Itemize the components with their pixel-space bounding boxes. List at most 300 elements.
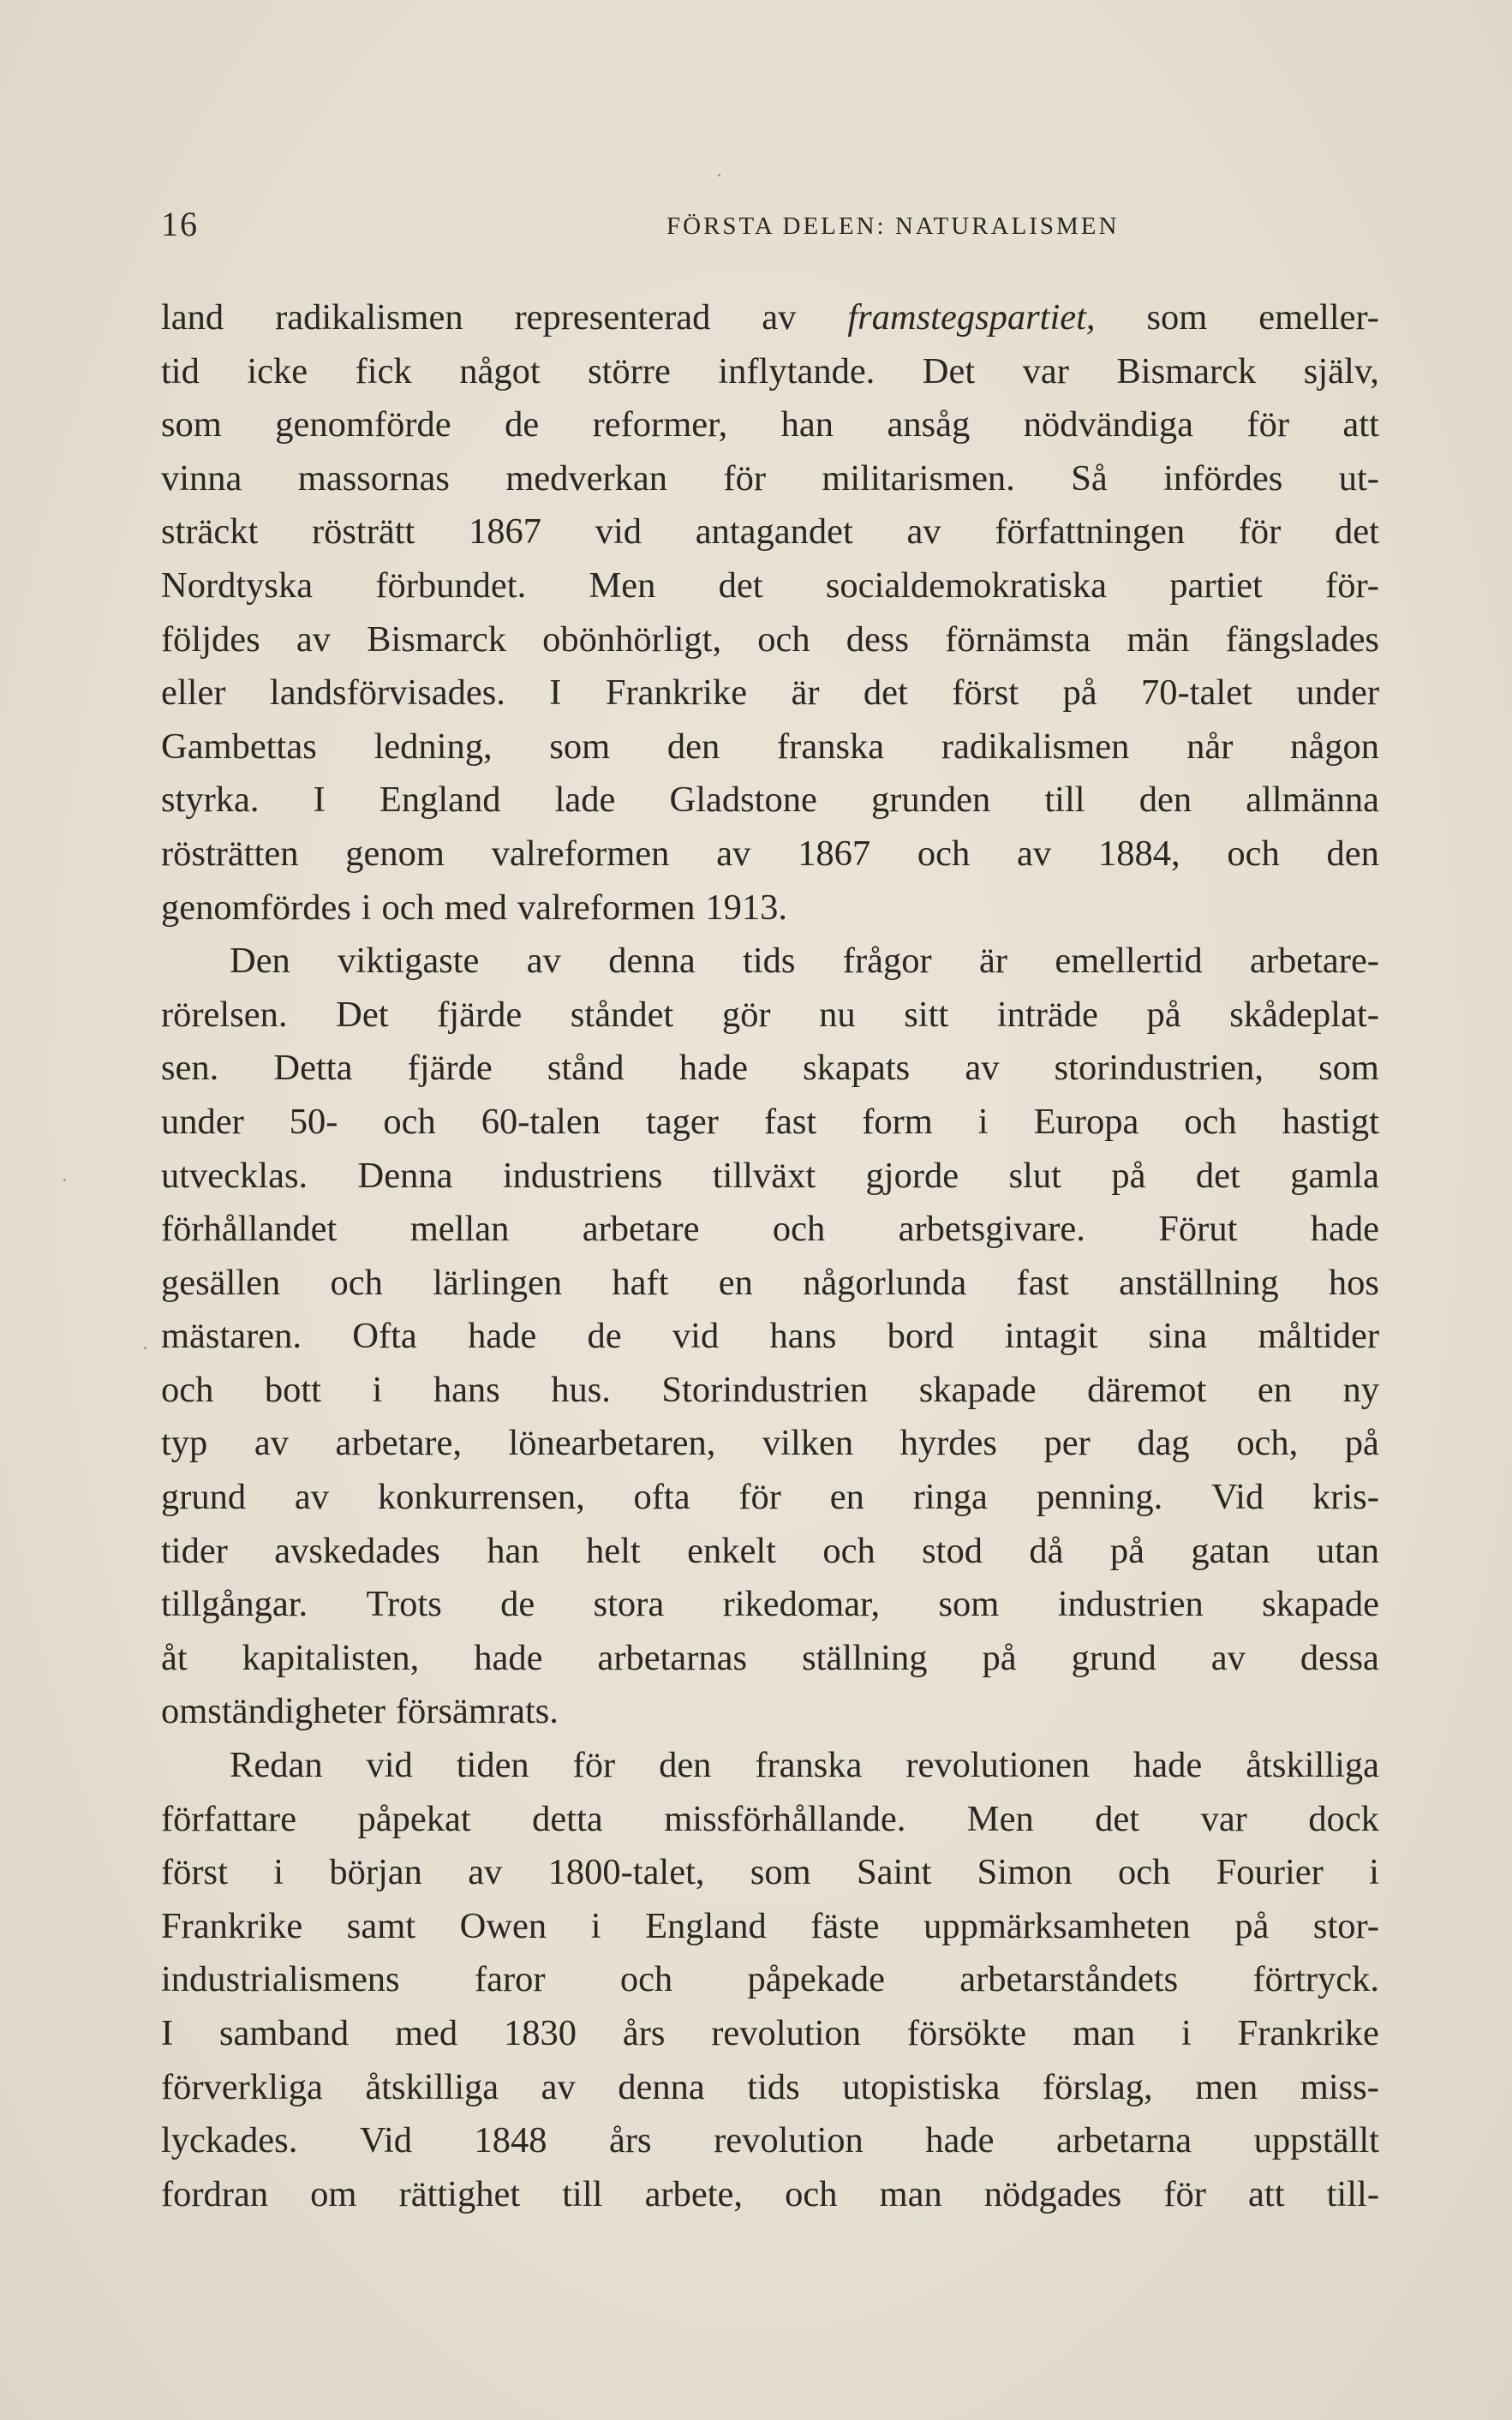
- word: grunden: [870, 780, 991, 821]
- word: intagit: [1004, 1316, 1098, 1357]
- page-number: 16: [161, 205, 199, 243]
- word: denna: [618, 2066, 705, 2107]
- word: anställning: [1119, 1262, 1279, 1303]
- word: åtskilliga: [365, 2066, 499, 2107]
- text-line: [161, 1150, 1379, 1204]
- word: då: [1029, 1530, 1064, 1571]
- text-line: [161, 2061, 1379, 2115]
- word: I: [549, 672, 562, 714]
- word: man: [879, 2173, 942, 2214]
- text-line: [161, 989, 1379, 1043]
- word: arbetarna: [1056, 2120, 1192, 2161]
- word: att: [1248, 2173, 1285, 2214]
- word: landsförvisades.: [269, 672, 505, 714]
- text-line: [161, 1953, 1379, 2007]
- word: arbetare-: [1249, 941, 1379, 982]
- word: av: [296, 618, 331, 660]
- word: i: [590, 1905, 601, 1946]
- word: för-: [1325, 565, 1379, 606]
- text-line: [161, 1096, 1379, 1150]
- word: sitt: [904, 994, 949, 1035]
- word: obönhörligt,: [542, 618, 722, 660]
- word: man: [1072, 2013, 1136, 2053]
- word: lyckades.: [161, 2120, 298, 2161]
- word: är: [978, 941, 1007, 982]
- word: Gambettas: [161, 726, 317, 767]
- word: genomfördes: [161, 887, 351, 928]
- word: mellan: [409, 1209, 510, 1250]
- word: ståndet: [570, 994, 674, 1035]
- word: 60-talen: [481, 1101, 601, 1142]
- word: i: [273, 1852, 284, 1893]
- word: på: [1146, 994, 1181, 1035]
- word: Vid: [359, 2120, 413, 2161]
- word: skådeplat-: [1229, 994, 1379, 1035]
- word: samband: [219, 2013, 350, 2053]
- word: Frankrike: [605, 672, 748, 714]
- word: hade: [925, 2120, 995, 2161]
- word: följdes: [161, 618, 260, 660]
- word: arbetsgivare.: [898, 1209, 1085, 1250]
- word: en: [718, 1262, 753, 1303]
- word: dag: [1137, 1423, 1190, 1464]
- word: av: [526, 941, 561, 982]
- word: under: [1296, 672, 1379, 714]
- word: styrka.: [161, 780, 260, 821]
- word: arbetarnas: [597, 1637, 748, 1678]
- word: utvecklas.: [161, 1155, 308, 1196]
- word: tillväxt: [712, 1155, 816, 1196]
- word: de: [505, 404, 540, 445]
- word: rösträtt: [311, 511, 415, 553]
- text-line: [161, 1203, 1379, 1257]
- word: rikedomar,: [722, 1584, 881, 1625]
- word: och,: [1236, 1423, 1299, 1464]
- word: per: [1043, 1423, 1091, 1464]
- text-line: [161, 666, 1379, 720]
- word: gesällen: [161, 1262, 281, 1303]
- word: och: [1227, 833, 1280, 874]
- word: detta: [532, 1798, 603, 1839]
- word: Europa: [1033, 1101, 1139, 1142]
- word: Detta: [273, 1048, 353, 1089]
- paper-speck: [718, 174, 720, 176]
- word: Förut: [1158, 1209, 1238, 1250]
- running-head: FÖRSTA DELEN: NATURALISMEN: [666, 212, 1120, 240]
- word: tillgångar.: [161, 1584, 308, 1625]
- word: i: [977, 1101, 989, 1142]
- word: uppmärksamheten: [923, 1905, 1191, 1946]
- word: icke: [247, 350, 308, 391]
- word: penning.: [1036, 1477, 1163, 1518]
- word: av: [762, 297, 797, 338]
- word: försökte: [906, 2013, 1027, 2053]
- word: hade: [468, 1316, 537, 1357]
- word: missförhållande.: [664, 1798, 906, 1839]
- word: av: [1210, 1637, 1246, 1678]
- word: han: [487, 1530, 540, 1571]
- word: skapats: [803, 1048, 911, 1089]
- word: gjorde: [865, 1155, 959, 1196]
- word: förhållandet: [161, 1209, 338, 1250]
- word: Den: [230, 941, 290, 982]
- word: radikalismen: [941, 726, 1130, 767]
- word: som: [1146, 297, 1208, 338]
- word: och: [785, 2173, 838, 2214]
- word: Bismarck: [367, 618, 506, 660]
- word: England: [379, 780, 501, 821]
- word: som: [750, 1852, 811, 1893]
- word: Fourier: [1216, 1852, 1324, 1893]
- word: måltider: [1258, 1316, 1379, 1357]
- word: tider: [161, 1530, 228, 1571]
- word: års: [609, 2120, 652, 2161]
- text-line: [161, 935, 1379, 989]
- text-line: [161, 1793, 1379, 1847]
- word: och: [381, 887, 434, 928]
- paper-speck: [144, 1347, 146, 1349]
- word: till-: [1326, 2173, 1379, 2214]
- word: och: [1117, 1852, 1171, 1893]
- word: av: [716, 833, 751, 874]
- text-line: [161, 613, 1379, 667]
- paper-speck: [63, 1179, 66, 1181]
- word: nödgades: [983, 2173, 1122, 2214]
- word: dock: [1308, 1798, 1379, 1839]
- word: det: [1095, 1798, 1140, 1839]
- text-line: [161, 291, 1379, 345]
- word: Redan: [230, 1745, 323, 1786]
- word: utopistiska: [842, 2066, 1001, 2107]
- word: medverkan: [505, 457, 668, 499]
- word: uppställt: [1253, 2120, 1379, 2161]
- word: som: [1318, 1048, 1379, 1089]
- word: inträde: [996, 994, 1098, 1035]
- word: skapade: [1262, 1584, 1379, 1625]
- word: Vid: [1211, 1477, 1264, 1518]
- word: revolution: [714, 2120, 864, 2161]
- text-line: [161, 559, 1379, 613]
- word: Saint: [857, 1852, 932, 1893]
- word: men: [1195, 2066, 1258, 2107]
- word: nödvändiga: [1023, 404, 1193, 445]
- word: slut: [1008, 1155, 1061, 1196]
- word: avskedades: [274, 1530, 440, 1571]
- word: ofta: [633, 1477, 690, 1518]
- word: nu: [819, 994, 856, 1035]
- word: i: [361, 887, 372, 928]
- word: 50-: [289, 1101, 338, 1142]
- text-line: [161, 452, 1379, 506]
- word: emellertid: [1055, 941, 1203, 982]
- word: hans: [769, 1316, 837, 1357]
- word: tager: [645, 1101, 719, 1142]
- word: dessa: [1300, 1637, 1379, 1678]
- word: Simon: [977, 1852, 1073, 1893]
- word: någon: [1290, 726, 1379, 767]
- word: det: [1195, 1155, 1240, 1196]
- word: förbundet.: [375, 565, 527, 606]
- word: sträckt: [161, 511, 259, 553]
- word: socialdemokratiska: [825, 565, 1107, 606]
- word: franska: [755, 1745, 863, 1786]
- word: militarismen.: [822, 457, 1015, 499]
- word: författare: [161, 1798, 297, 1839]
- word: I: [161, 2013, 174, 2053]
- word: revolution: [711, 2013, 861, 2053]
- text-line: [161, 2007, 1379, 2061]
- word: av: [294, 1477, 330, 1518]
- text-line: [161, 1257, 1379, 1311]
- word: Denna: [357, 1155, 453, 1196]
- word: av: [906, 511, 941, 553]
- text-line: [161, 2114, 1379, 2168]
- word: genom: [345, 833, 445, 874]
- word: Storindustrien: [661, 1369, 869, 1410]
- word: tiden: [456, 1745, 529, 1786]
- word: eller: [161, 672, 226, 714]
- text-line: [161, 1846, 1379, 1900]
- word: 1867: [469, 511, 542, 553]
- word: konkurrensen,: [377, 1477, 585, 1518]
- word: emeller-: [1258, 297, 1379, 338]
- word: i: [1369, 1852, 1379, 1893]
- text-line: [161, 881, 1379, 935]
- word: arbetare,: [335, 1423, 462, 1464]
- word: i: [1181, 2013, 1192, 2053]
- word: den: [666, 726, 720, 767]
- word: kris-: [1312, 1477, 1379, 1518]
- word: ringa: [912, 1477, 988, 1518]
- word: frågor: [842, 941, 932, 982]
- word: förverkliga: [161, 2066, 323, 2107]
- word: I: [313, 780, 326, 821]
- word: genomförde: [275, 404, 451, 445]
- word: för: [1163, 2173, 1206, 2214]
- word: och: [619, 1959, 673, 2000]
- word: hos: [1328, 1262, 1379, 1303]
- word: rösträtten: [161, 833, 299, 874]
- word: hade: [1133, 1745, 1203, 1786]
- word: med: [444, 887, 507, 928]
- word: stor-: [1312, 1905, 1379, 1946]
- word: åtskilliga: [1246, 1745, 1379, 1786]
- word: enkelt: [687, 1530, 776, 1571]
- word: England: [645, 1905, 767, 1946]
- word: Så: [1071, 457, 1108, 499]
- word: påpekat: [357, 1798, 471, 1839]
- word: var: [1200, 1798, 1247, 1839]
- word: är: [791, 672, 820, 714]
- text-line: [161, 1042, 1379, 1096]
- word: och: [330, 1262, 383, 1303]
- word: vid: [595, 511, 642, 553]
- word: tids: [743, 941, 796, 982]
- text-line: [161, 1685, 1379, 1739]
- word: stod: [922, 1530, 983, 1571]
- word: fängslades: [1225, 618, 1379, 660]
- word: Gladstone: [669, 780, 817, 821]
- word: hade: [678, 1048, 748, 1089]
- word: fast: [763, 1101, 817, 1142]
- text-line: [161, 398, 1379, 452]
- word: form: [862, 1101, 933, 1142]
- word: hastigt: [1282, 1101, 1379, 1142]
- word: av: [965, 1048, 1000, 1089]
- word: försämrats.: [395, 1691, 559, 1732]
- word: och: [383, 1101, 436, 1142]
- word: sen.: [161, 1048, 219, 1089]
- text-line: [161, 1578, 1379, 1632]
- word: på: [982, 1637, 1017, 1678]
- word: ny: [1342, 1369, 1379, 1410]
- word: med: [394, 2013, 458, 2053]
- word: det: [863, 672, 908, 714]
- word: kapitalisten,: [242, 1637, 420, 1678]
- text-line: [161, 828, 1379, 881]
- word: hyrdes: [899, 1423, 997, 1464]
- word: som: [938, 1584, 1000, 1625]
- word: års: [622, 2013, 666, 2053]
- word: Men: [966, 1798, 1034, 1839]
- word: reformer,: [592, 404, 728, 445]
- word: mästaren.: [161, 1316, 302, 1357]
- word: som: [161, 404, 222, 445]
- word: grund: [161, 1477, 247, 1518]
- word: av: [541, 2066, 576, 2107]
- word: förtryck.: [1252, 1959, 1379, 2000]
- word: för: [723, 457, 766, 499]
- text-line: [161, 1900, 1379, 1954]
- word: något: [459, 350, 541, 391]
- word: de: [500, 1584, 535, 1625]
- word: av: [254, 1423, 289, 1464]
- word: inflytande.: [718, 350, 876, 391]
- word: av: [468, 1852, 503, 1893]
- word: helt: [585, 1530, 641, 1571]
- word: hus.: [551, 1369, 611, 1410]
- word: hans: [433, 1369, 500, 1410]
- word: 70-talet: [1141, 672, 1252, 714]
- word: påpekade: [747, 1959, 885, 2000]
- word: att: [1342, 404, 1379, 445]
- word: vid: [672, 1316, 720, 1357]
- word: gör: [721, 994, 771, 1035]
- word: ansåg: [887, 404, 971, 445]
- word: 1884,: [1097, 833, 1180, 874]
- word: industrialismens: [161, 1959, 400, 2000]
- word: män: [1127, 618, 1190, 660]
- text-line: [161, 345, 1379, 399]
- word: för: [738, 1477, 781, 1518]
- word: franska: [777, 726, 885, 767]
- word: förslag,: [1042, 2066, 1153, 2107]
- word: och: [1184, 1101, 1237, 1142]
- word: det: [718, 565, 763, 606]
- word: Frankrike: [1237, 2013, 1379, 2053]
- word: fordran: [161, 2173, 269, 2214]
- word: den: [1138, 780, 1192, 821]
- word: var: [1022, 350, 1069, 391]
- word: på: [1111, 1155, 1146, 1196]
- word: och: [772, 1209, 826, 1250]
- body-text: [161, 291, 1379, 2221]
- word: förnämsta: [945, 618, 1091, 660]
- word: rörelsen.: [161, 994, 288, 1035]
- word: 1913.: [705, 887, 787, 928]
- word: fäste: [810, 1905, 880, 1946]
- word: utan: [1316, 1530, 1379, 1571]
- word: representerad: [514, 297, 711, 338]
- word: och: [822, 1530, 876, 1571]
- word: ledning,: [374, 726, 493, 767]
- word: industrien: [1057, 1584, 1204, 1625]
- word: på: [1234, 1905, 1270, 1946]
- word: framstegspartiet,: [847, 297, 1096, 338]
- word: först: [161, 1852, 228, 1893]
- word: författningen: [995, 511, 1186, 553]
- word: vid: [366, 1745, 413, 1786]
- word: hade: [474, 1637, 543, 1678]
- word: på: [1344, 1423, 1379, 1464]
- word: vinna: [161, 457, 242, 499]
- word: någorlunda: [803, 1262, 967, 1303]
- text-line: [161, 1632, 1379, 1686]
- word: under: [161, 1101, 244, 1142]
- word: ut-: [1338, 457, 1379, 499]
- text-line: [161, 2168, 1379, 2222]
- word: 1830: [503, 2013, 577, 2053]
- word: haft: [612, 1262, 669, 1303]
- word: sina: [1148, 1316, 1208, 1357]
- word: 1867: [798, 833, 871, 874]
- word: den: [659, 1745, 712, 1786]
- word: Trots: [366, 1584, 442, 1625]
- text-line: [161, 1739, 1379, 1793]
- word: däremot: [1087, 1369, 1207, 1410]
- word: fjärde: [437, 994, 523, 1035]
- word: för: [1246, 404, 1289, 445]
- word: på: [1062, 672, 1097, 714]
- text-line: [161, 1525, 1379, 1579]
- word: samt: [346, 1905, 416, 1946]
- word: massornas: [297, 457, 450, 499]
- word: lönearbetaren,: [508, 1423, 716, 1464]
- word: den: [1326, 833, 1379, 874]
- word: tids: [747, 2066, 800, 2107]
- word: gamla: [1290, 1155, 1379, 1196]
- word: till: [562, 2173, 603, 2214]
- word: Bismarck: [1116, 350, 1257, 391]
- word: Nordtyska: [161, 565, 314, 606]
- word: lärlingen: [433, 1262, 563, 1303]
- word: han: [780, 404, 834, 445]
- word: bord: [887, 1316, 954, 1357]
- word: denna: [608, 941, 696, 982]
- word: Det: [336, 994, 389, 1035]
- word: Det: [922, 350, 976, 391]
- word: miss-: [1300, 2066, 1379, 2107]
- word: dess: [846, 618, 909, 660]
- word: av: [1017, 833, 1052, 874]
- word: omständigheter: [161, 1691, 386, 1732]
- text-line: [161, 774, 1379, 828]
- word: om: [310, 2173, 357, 2214]
- word: det: [1335, 511, 1379, 553]
- word: antagandet: [695, 511, 853, 553]
- word: typ: [161, 1423, 208, 1464]
- text-line: [161, 1364, 1379, 1418]
